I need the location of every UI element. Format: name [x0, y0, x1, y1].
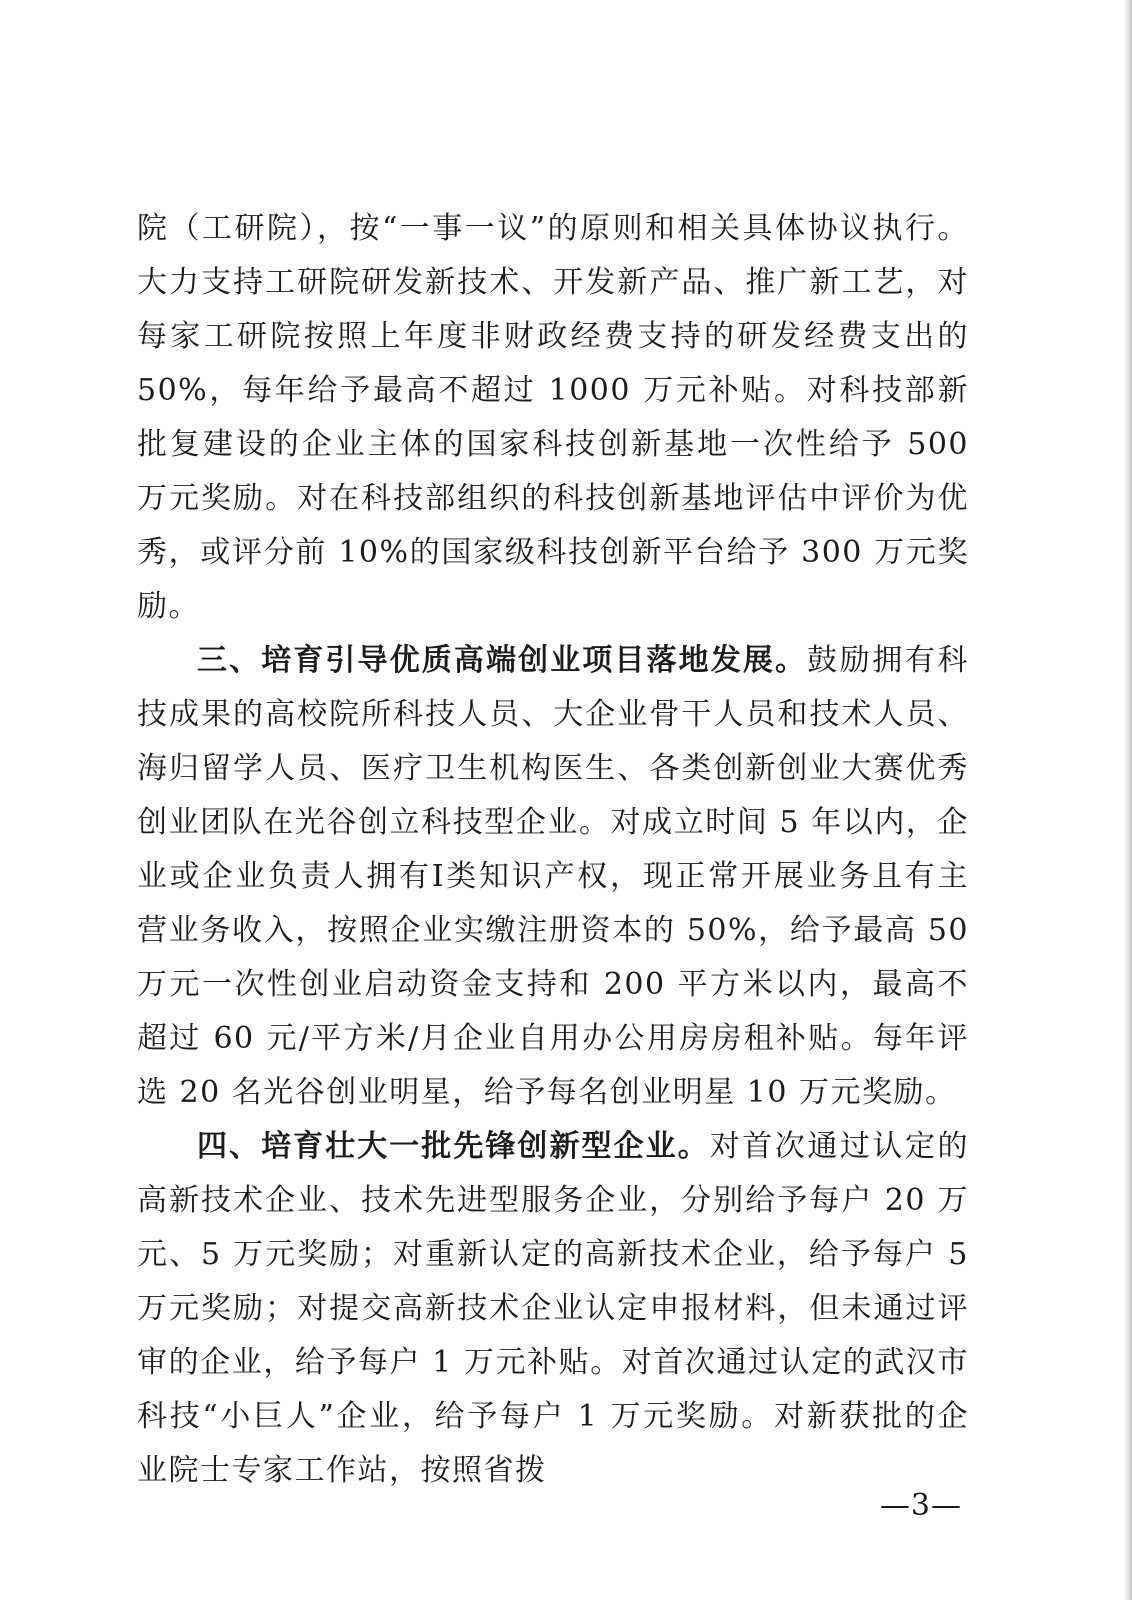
- paragraph-text: 院（工研院），按“一事一议”的原则和相关具体协议执行。大力支持工研院研发新技术、开发新产品、推广新工艺，对每家工研院按照上年度非财政经费支持的研发经费支出的 50%，每年给予最高不超过 1000 万元补贴。对科技部新批复建设的企业主体的国家科技创新基地一次性给予 500 万元奖励。对在科技部组织的科技创新基地评估中评价为优秀，或评分前 10%的国家级科技创新平台给予 300 万元奖励。: [137, 211, 969, 624]
- paragraph-continuation: [137, 202, 969, 634]
- paragraph-text: 对首次通过认定的高新技术企业、技术先进型服务企业，分别给予每户 20 万元、5 万元奖励；对重新认定的高新技术企业，给予每户 5 万元奖励；对提交高新技术企业认定申报材料，但未通过评审的企业，给予每户 1 万元补贴。对首次通过认定的武汉市科技“小巨人”企业，给予每户 1 万元奖励。对新获批的企业院士专家工作站，按照省拨: [137, 1129, 970, 1488]
- paragraph-text: 鼓励拥有科技成果的高校院所科技人员、大企业骨干人员和技术人员、海归留学人员、医疗卫生机构医生、各类创新创业大赛优秀创业团队在光谷创立科技型企业。对成立时间 5 年以内，企业或企业负责人拥有Ⅰ类知识产权，现正常开展业务且有主营业务收入，按照企业实缴注册资本的 50%，给予最高 50 万元一次性创业启动资金支持和 200 平方米以内，最高不超过 60 元/平方米/月企业自用办公用房房租补贴。每年评选 20 名光谷创业明星，给予每名创业明星 10 万元奖励。: [137, 643, 970, 1110]
- section-heading-4: 四、培育壮大一批先锋创新型企业。: [197, 1129, 710, 1164]
- paragraph-section-3: [137, 634, 969, 1120]
- section-heading-3: 三、培育引导优质高端创业项目落地发展。: [197, 643, 808, 678]
- page-number: —3—: [879, 1488, 962, 1523]
- document-body: [137, 202, 969, 1498]
- paragraph-section-4: [137, 1120, 969, 1498]
- page-edge-shadow: [1124, 0, 1132, 1600]
